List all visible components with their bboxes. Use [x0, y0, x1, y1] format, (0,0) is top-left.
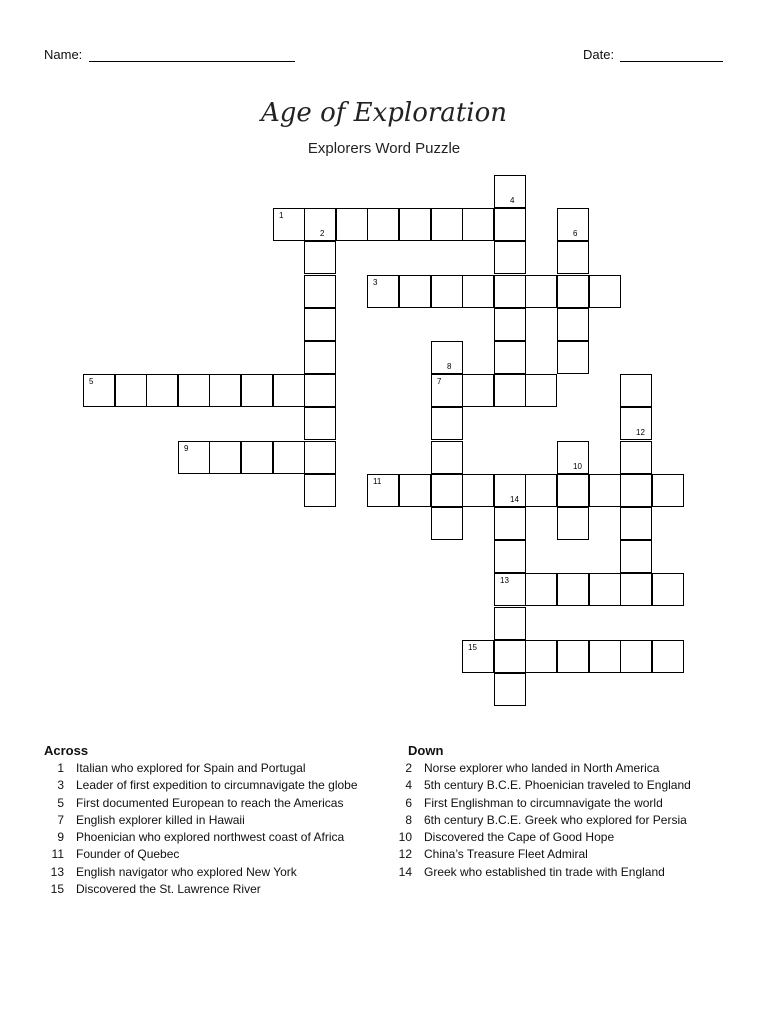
crossword-cell[interactable] [431, 507, 463, 540]
down-clue [390, 864, 691, 881]
crossword-cell[interactable] [620, 507, 652, 540]
down-clue [390, 829, 691, 846]
crossword-cell[interactable] [652, 640, 684, 673]
clue-num: 3 [57, 778, 64, 793]
crossword-cell[interactable] [399, 275, 431, 308]
page-subtitle: Explorers Word Puzzle [307, 140, 461, 157]
crossword-cell[interactable] [431, 441, 463, 474]
name-label: Name: [44, 47, 83, 62]
clue-text: Discovered the St. Lawrence River [76, 882, 261, 897]
clue-number: 13 [500, 576, 509, 585]
crossword-cell[interactable] [525, 640, 557, 673]
crossword-cell[interactable] [304, 308, 336, 341]
crossword-cell[interactable] [431, 275, 463, 308]
crossword-cell[interactable] [652, 474, 684, 507]
crossword-cell[interactable] [336, 208, 368, 241]
crossword-cell[interactable] [525, 374, 557, 407]
clue-num: 5 [57, 795, 64, 810]
clue-num: 4 [405, 778, 412, 793]
crossword-cell[interactable] [304, 341, 336, 374]
crossword-cell[interactable] [557, 341, 589, 374]
crossword-cell[interactable] [589, 474, 621, 507]
crossword-cell[interactable] [462, 275, 494, 308]
clue-text: First Englishman to circumnavigate the world [424, 795, 663, 810]
clue-text: Leader of first expedition to circumnavigate the globe [76, 778, 358, 793]
crossword-cell[interactable] [304, 441, 336, 474]
crossword-cell[interactable] [620, 441, 652, 474]
crossword-cell[interactable] [525, 275, 557, 308]
clue-num: 8 [405, 812, 412, 827]
down-clue-list [390, 760, 691, 881]
crossword-cell[interactable] [83, 374, 115, 407]
crossword-cell[interactable] [557, 507, 589, 540]
crossword-cell[interactable] [462, 374, 494, 407]
down-clue [390, 812, 691, 829]
across-clue [42, 777, 358, 794]
clue-text: Founder of Quebec [76, 847, 180, 862]
crossword-cell[interactable] [367, 474, 399, 507]
crossword-cell[interactable] [273, 208, 305, 241]
crossword-cell[interactable] [367, 275, 399, 308]
clue-number: 8 [447, 362, 452, 371]
clue-text: Discovered the Cape of Good Hope [424, 830, 615, 845]
across-clue [42, 812, 358, 829]
clue-num: 15 [50, 882, 64, 897]
crossword-cell[interactable] [178, 374, 210, 407]
crossword-cell[interactable] [462, 208, 494, 241]
across-clue [42, 846, 358, 863]
crossword-cell[interactable] [557, 275, 589, 308]
crossword-cell[interactable] [304, 474, 336, 507]
crossword-cell[interactable] [494, 640, 526, 673]
crossword-cell[interactable] [557, 241, 589, 274]
crossword-cell[interactable] [589, 275, 621, 308]
crossword-cell[interactable] [304, 374, 336, 407]
crossword-cell[interactable] [494, 275, 526, 308]
clue-text: 6th century B.C.E. Greek who explored for Persia [424, 812, 687, 827]
crossword-cell[interactable] [494, 208, 526, 241]
clue-num: 11 [51, 847, 64, 862]
crossword-cell[interactable] [494, 673, 526, 706]
crossword-cell[interactable] [241, 374, 273, 407]
crossword-cell[interactable] [273, 441, 305, 474]
crossword-cell[interactable] [399, 474, 431, 507]
crossword-cell[interactable] [209, 374, 241, 407]
clue-number: 7 [437, 377, 442, 386]
crossword-cell[interactable] [304, 407, 336, 440]
clue-number: 14 [510, 495, 519, 504]
across-clue [42, 864, 358, 881]
clue-text: English explorer killed in Hawaii [76, 812, 245, 827]
across-clue [42, 760, 358, 777]
crossword-cell[interactable] [431, 208, 463, 241]
crossword-cell[interactable] [557, 573, 589, 606]
across-clue [42, 795, 358, 812]
crossword-cell[interactable] [241, 441, 273, 474]
clue-num: 13 [50, 864, 64, 879]
across-clue [42, 829, 358, 846]
clue-num: 1 [57, 761, 64, 775]
clue-number: 9 [184, 444, 189, 453]
crossword-cell[interactable] [399, 208, 431, 241]
page-title: Age of Exploration [261, 98, 507, 128]
crossword-cell[interactable] [620, 640, 652, 673]
clue-text: First documented European to reach the Americas [76, 795, 344, 810]
clue-num: 14 [398, 864, 412, 879]
clue-text: Norse explorer who landed in North America [424, 761, 660, 775]
crossword-cell[interactable] [494, 507, 526, 540]
clue-number: 3 [373, 278, 378, 287]
crossword-cell[interactable] [209, 441, 241, 474]
down-clue [390, 795, 691, 812]
crossword-cell[interactable] [620, 540, 652, 573]
crossword-cell[interactable] [494, 341, 526, 374]
crossword-cell[interactable] [115, 374, 147, 407]
clue-num: 7 [57, 812, 64, 827]
crossword-cell[interactable] [494, 308, 526, 341]
crossword-cell[interactable] [557, 474, 589, 507]
clue-num: 12 [398, 847, 412, 862]
crossword-cell[interactable] [494, 241, 526, 274]
crossword-cell[interactable] [589, 573, 621, 606]
clue-number: 10 [573, 462, 582, 471]
across-heading: Across [44, 743, 89, 758]
clue-text: Greek who established tin trade with England [424, 864, 665, 879]
clue-number: 12 [636, 428, 645, 437]
crossword-cell[interactable] [462, 640, 494, 673]
down-clue [390, 760, 691, 777]
crossword-cell[interactable] [494, 573, 526, 606]
down-clue [390, 777, 691, 794]
crossword-cell[interactable] [589, 640, 621, 673]
crossword-cell[interactable] [525, 573, 557, 606]
crossword-cell[interactable] [557, 308, 589, 341]
crossword-cell[interactable] [431, 407, 463, 440]
down-clue [390, 846, 691, 863]
crossword-cell[interactable] [557, 640, 589, 673]
clue-number: 2 [320, 229, 325, 238]
crossword-cell[interactable] [431, 474, 463, 507]
clue-num: 6 [405, 795, 412, 810]
crossword-cell[interactable] [652, 573, 684, 606]
clue-number: 6 [573, 229, 578, 238]
crossword-cell[interactable] [304, 241, 336, 274]
down-heading: Down [408, 743, 444, 758]
clue-text: 5th century B.C.E. Phoenician traveled to England [424, 778, 691, 793]
date-label: Date: [583, 47, 615, 62]
clue-number: 4 [510, 196, 515, 205]
clue-number: 1 [279, 211, 284, 220]
crossword-cell[interactable] [178, 441, 210, 474]
crossword-cell[interactable] [431, 374, 463, 407]
crossword-cell[interactable] [146, 374, 178, 407]
across-clue-list [42, 760, 358, 898]
crossword-cell[interactable] [304, 275, 336, 308]
crossword-cell[interactable] [525, 474, 557, 507]
crossword-cell[interactable] [620, 573, 652, 606]
clue-number: 5 [89, 377, 94, 386]
crossword-cell[interactable] [462, 474, 494, 507]
crossword-cell[interactable] [273, 374, 305, 407]
clue-text: Phoenician who explored northwest coast of Africa [76, 830, 345, 845]
clue-num: 2 [405, 761, 412, 775]
clue-text: English navigator who explored New York [76, 864, 297, 879]
crossword-cell[interactable] [494, 374, 526, 407]
crossword-cell[interactable] [620, 474, 652, 507]
clue-number: 15 [468, 643, 477, 652]
across-clue [42, 881, 358, 898]
clue-num: 9 [57, 830, 64, 845]
crossword-cell[interactable] [367, 208, 399, 241]
crossword-cell[interactable] [494, 540, 526, 573]
clue-num: 10 [398, 830, 412, 845]
clue-text: Italian who explored for Spain and Portugal [76, 761, 306, 775]
crossword-cell[interactable] [620, 374, 652, 407]
clue-number: 11 [373, 477, 382, 486]
crossword-cell[interactable] [494, 607, 526, 640]
clue-text: China’s Treasure Fleet Admiral [424, 847, 588, 862]
